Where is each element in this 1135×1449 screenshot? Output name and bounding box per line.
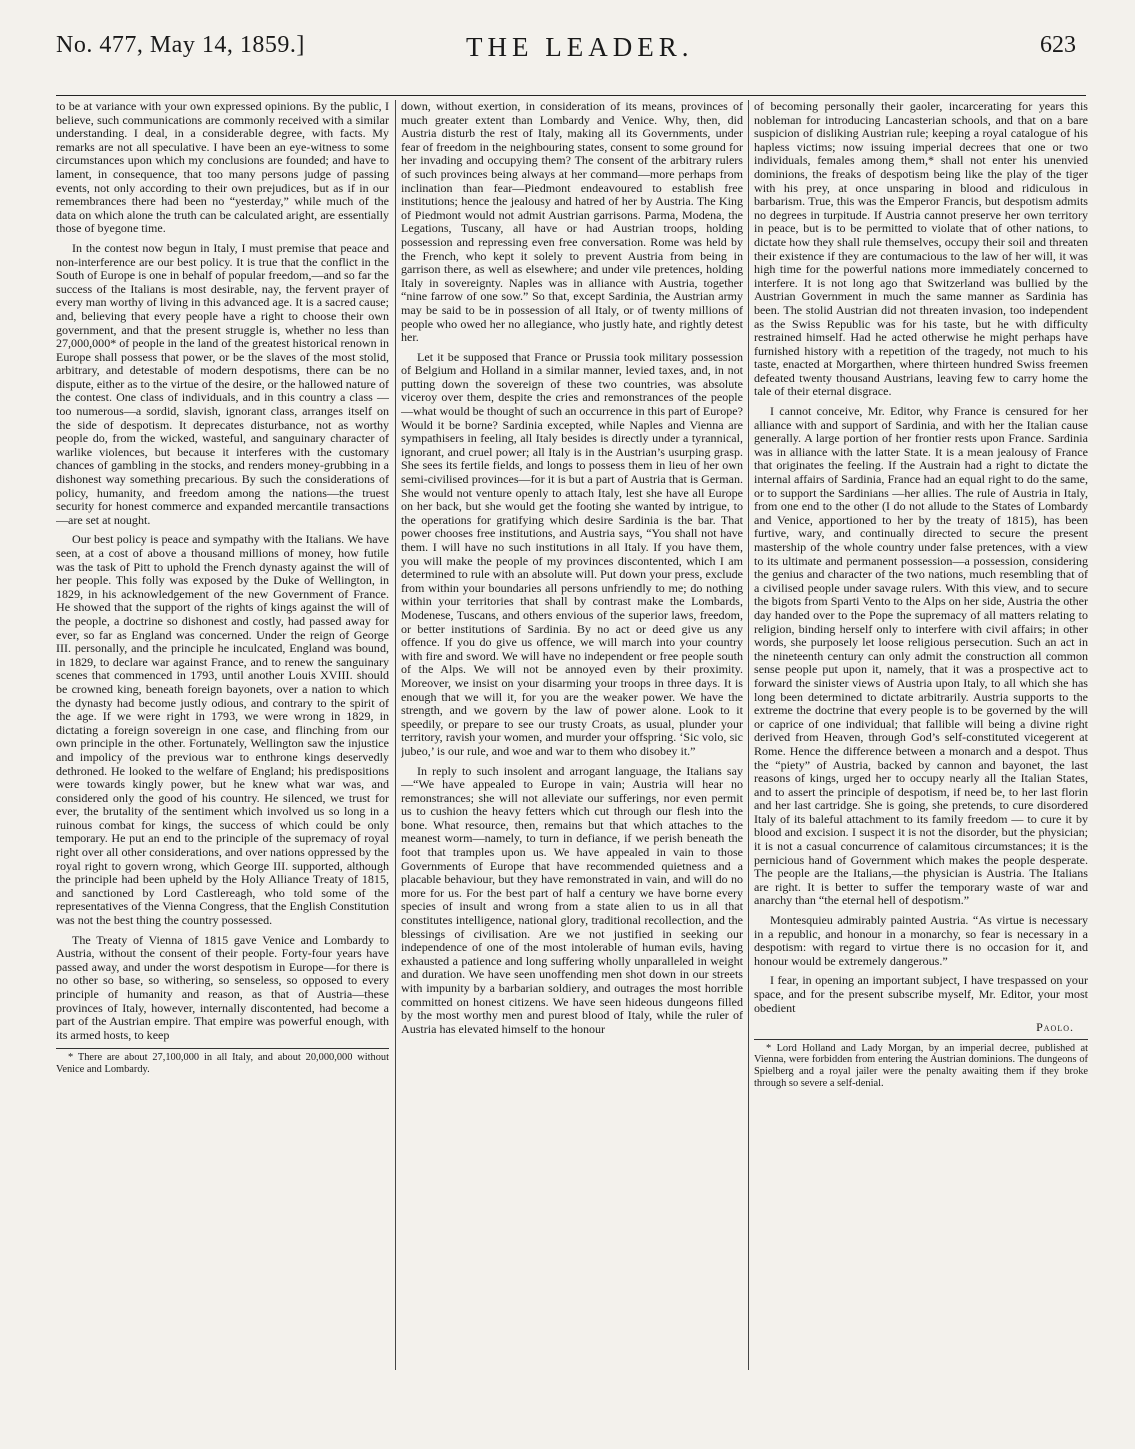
paragraph: I fear, in opening an important subject, I have trespassed on your space, and for the present subscribe myself, Mr. Editor, your most obedient: [754, 973, 1088, 1015]
paragraph: to be at variance with your own expressed opinions. By the public, I believe, such communications are commonly received with a similar understanding. I deal, in a considerable degree, with facts. My remarks are not all speculative. I have been an eye-witness to some circumstances upon which my conclusions are founded; and have to lament, in consequence, that too many persons judge of passing events, not only according to their own prejudices, but as if in our remembrances there had been no “yesterday,” while much of the data on which alone the truth can be calculated aright, are essentially those of byegone time.: [56, 100, 389, 236]
paragraph: Montesquieu admirably painted Austria. “As virtue is necessary in a republic, and honour in a monarchy, so fear is necessary in a despotism: with regard to virtue there is no occasion for it, and honour would be extremely dangerous.”: [754, 913, 1088, 968]
issue-line: No. 477, May 14, 1859.]: [56, 32, 305, 58]
header-rule: [56, 95, 1086, 96]
paragraph: In the contest now begun in Italy, I must premise that peace and non-interference are our best policy. It is true that the conflict in the South of Europe is one in behalf of popular freedom,—and so far the success of the Italians is most desirable, nay, the fervent prayer of every man worthy of living in this advanced age. It is a sacred cause; and, believing that every people have a right to choose their own government, and that the present struggle is, whether no less than 27,000,000* of people in the land of the greatest historical renown in Europe shall possess that power, or be the slaves of the most stolid, arbitrary, and detestable of modern despotisms, there can be no dispute, either as to the virtue of the desire, or the hallowed nature of the contest. One class of individuals, and in this country a class —too numerous—a sordid, slavish, ignorant class, arranges itself on the side of despotism. It deprecates disturbance, not as worthy people do, from the wicked, wasteful, and sanguinary character of warlike violences, but because it interferes with the customary chances of gambling in the stocks, and renders money-grubbing in a dishonest way something precarious. By such the considerations of policy, humanity, and freedom among the nations—the truest security for honest commerce and expanded mercantile transactions—are set at nought.: [56, 240, 389, 527]
footnote-rule: [56, 1048, 389, 1049]
paragraph: Our best policy is peace and sympathy with the Italians. We have seen, at a cost of above a thousand millions of money, how futile was the task of Pitt to uphold the French dynasty against the will of her people. This folly was exposed by the Duke of Wellington, in 1829, in his acknowledgement of the new Government of France. He showed that the support of the rights of kings against the will of the people, a doctrine so dishonest and costly, had passed away for ever, so far as England was concerned. Under the reign of George III. personally, and the principle he inculcated, England was bound, in 1829, to declare war against France, and to renew the sanguinary scenes that commenced in 1793, until another Louis XVIII. should be crowned king, beneath foreign bayonets, over a nation to which the dynasty had become justly odious, and contrary to the spirit of the age. If we were right in 1793, we were wrong in 1829, in dictating a foreign sovereign in one case, and flinching from our own principle in the other. Fortunately, Wellington saw the injustice and impolicy of the previous war to enthrone kings deservedly dethroned. He looked to the welfare of England; his predispositions were towards kingly power, but he knew what war was, and considered only the good of his country. He silenced, we trust for ever, the brutality of the sentiment which involved us so long in a ruinous combat for kings, the success of which could be only temporary. He put an end to the principle of the supremacy of royal right over all other considerations, and over nations oppressed by the royal right to govern wrong, which George III. supported, although the principle had been upheld by the Holy Alliance Treaty of 1815, and sanctioned by Lord Castlereagh, who told some of the representatives of the Vienna Congress, that the English Constitution was not the best thing the country possessed.: [56, 532, 389, 928]
masthead-title: THE LEADER.: [466, 32, 694, 62]
column-1: [56, 100, 389, 1410]
column-divider: [395, 100, 396, 1370]
footnote-rule: [754, 1039, 1088, 1040]
column-3: [754, 100, 1088, 1410]
column-divider: [748, 100, 749, 1370]
paragraph: The Treaty of Vienna of 1815 gave Venice and Lombardy to Austria, without the consent of their people. Forty-four years have passed away, and under the worst despotism in Europe—for there is no other so base, so withering, so senseless, so opposed to every principle of humanity and reason, as that of Austria—these provinces of Italy, however, internally discontented, had become a part of the Austrian empire. That empire was powerful enough, with its armed hosts, to keep: [56, 932, 389, 1042]
paragraph: of becoming personally their gaoler, incarcerating for years this nobleman for introducing Lancasterian schools, and that on a bare suspicion of disliking Austrian rule; keeping a royal catalogue of his hapless victims; now issuing imperial decrees that one or two individuals, females among them,* shall not enter his unenvied dominions, the freaks of despotism being like the play of the tiger with his prey, at once unsparing in blood and ridiculous in barbarism. True, this was the Emperor Francis, but despotism admits no degrees in turpitude. If Austria cannot preserve her own territory in peace, but is to be permitted to violate that of other nations, to dictate how they shall rule themselves, occupy their soil and threaten their existence if they are contumacious to the law of her will, it was high time for the powerful nations more immediately concerned to interfere. It is not long ago that Switzerland was bullied by the Austrian Government in much the same manner as Sardinia has been. The stolid Austrian did not threaten invasion, too independent as the Swiss Republic was for his taste, but he with difficulty restrained himself. Had he acted otherwise he might perhaps have furnished history with a repetition of the tragedy, not much to his taste, enacted at Morgarthen, where thirteen hundred Swiss freemen defeated twenty thousand Austrians, leaving few to carry home the tale of their eternal disgrace.: [754, 100, 1088, 399]
signature: Paolo.: [1036, 1020, 1074, 1035]
paragraph: I cannot conceive, Mr. Editor, why France is censured for her alliance with and support of Sardinia, and with her the Italian cause generally. A large portion of her frontier rests upon France. Sardinia was in alliance with the latter State. It is a mean jealousy of France that originates the feeling. If the Austrain had a right to dictate the internal affairs of Sardinia, France had an equal right to do the same, or to support the Sardinians —her allies. The rule of Austria in Italy, from one end to the other (I do not allude to the States of Lombardy and Venice, apportioned to her by the treaty of 1815), has been furtive, wary, and continually directed to secure the present mastership of the whole country under false pretences, with a view to its ultimate and permanent possession—a possession, considering the genius and character of the two nations, much resembling that of a civilised people under savage rulers. With this view, and to secure the bigots from Sparti Vento to the Alps on her side, Austria the other day handed over to the Pope the supremacy of all matters relating to religion, binding herself only to interfere with civil affairs; in other words, she purposely let loose religious persecution. Such an act in the nineteenth century can only admit the construction all common sense people put upon it, namely, that it was a prospective act to forward the sinister views of Austria upon Italy, to all which she has long been determined to dictate arbitrarily. Austria supports to the extreme the doctrine that every people is to be governed by the will or caprice of one individual; that fallible will being a divine right derived from Heaven, through God’s self-constituted vicegerent at Rome. Hence the difference between a monarch and a despot. Thus the “piety” of Austria, backed by cannon and bayonet, the last reasons of kings, urged her to occupy nearly all the Italian States, and to assert the principle of despotism, if need be, to her last florin and her last cartridge. She is going, she pretends, to cure disordered Italy of its baleful attachment to its family freedom — to cure it by blood and excision. I suspect it is not the disorder, but the physician; it is not a casual concurrence of calamitous circumstances; it is the pernicious hand of Government which makes the people desperate. The people are the Italians,—the physician is Austria. The Italians are right. It is better to suffer the temporary waste of war and anarchy than “the eternal hell of despotism.”: [754, 404, 1088, 908]
paragraph: down, without exertion, in consideration of its means, provinces of much greater extent than Lombardy and Venice. Why, then, did Austria disturb the rest of Italy, making all its Governments, under fear of freedom in the neighbouring states, consent to some ground for her invading and occupying them? The consent of the arbitrary rulers of such provinces being always at her command—more perhaps from inclination than fear—Piedmont endeavoured to establish free institutions; hence the jealousy and hatred of her by Austria. The King of Piedmont would not admit Austrian garrisons. Parma, Modena, the Legations, Tuscany, all have or had Austrian troops, holding possession and repressing even free conversation. Rome was held by the French, who kept it solely to prevent Austria from being in garrison there, as well as elsewhere; and under vile pretences, holding Italy in sovereignty. Naples was in alliance with Austria, together “nine farrow of one sow.” So that, except Sardinia, the Austrian army may be said to be in possession of all Italy, or of twenty millions of people who owed her no allegiance, who justly hate, and rightly detest her.: [401, 100, 743, 345]
footnote: * Lord Holland and Lady Morgan, by an imperial decree, published at Vienna, were forbidden from entering the Austrian dominions. The dungeons of Spielberg and a royal jailer were the penalty awaiting them if they broke through so severe a self-denial.: [754, 1042, 1088, 1089]
footnote: * There are about 27,100,000 in all Italy, and about 20,000,000 without Venice and Lombardy.: [56, 1052, 389, 1075]
column-2: [401, 100, 743, 1410]
page-number: 623: [1040, 32, 1076, 58]
paragraph: In reply to such insolent and arrogant language, the Italians say—“We have appealed to Europe in vain; Austria will hear no remonstrances; she will not alleviate our sufferings, nor even permit us to cushion the heavy fetters which cut through our flesh into the bone. What resource, then, remains but that which attaches to the meanest worm—namely, to turn in defiance, if we perish beneath the foot that tramples upon us. We have appealed in vain to those Governments of Europe that have recommended quietness and a placable behaviour, but they have remonstrated in vain, and will do no more for us. For the best part of half a century we have borne every species of insult and wrong from a state alien to us in all that constitutes intelligence, national glory, traditional recollection, and the blessings of civilisation. Are we not justified in seeking our independence of one of the most intolerable of human evils, having exhausted a patience and long suffering wholly unparalleled in weight and duration. We have seen unoffending men shot down in our streets with impunity by a barbarian soldiery, and outrages the most horrible committed on honest citizens. We have seen hideous dungeons filled by the most worthy men and purest blood of Italy, while the ruler of Austria has elevated himself to the honour: [401, 763, 743, 1036]
paragraph: Let it be supposed that France or Prussia took military possession of Belgium and Holland in a similar manner, levied taxes, and, in not putting down the sovereign of these two countries, was absolute viceroy over them, despite the cries and remonstrances of the people—what would be thought of such an occurrence in this part of Europe? Would it be borne? Sardinia excepted, while Naples and Vienna are sympathisers in feeling, all Italy besides is directly under a tyrannical, ignorant, and cruel power; all Italy is in the Austrian’s usurping grasp. She sees its fertile fields, and longs to possess them in lieu of her own semi-civilised provinces—for it is but a part of Austria that is German. She would not venture openly to attach Italy, lest she have all Europe on her back, but she would get the footing she wanted by intrigue, to the operations for gratifying which desire Sardinia is the bar. That power chooses free institutions, and Austria says, “You shall not have them. I will have no such institutions in all Italy. If you have them, you will make the people of my provinces discontented, which I am determined to rule with an absolute will. Put down your press, exclude from within your boundaries all persons unfriendly to me; do nothing within your territories that shall by contrast make the Lombards, Modenese, Tuscans, and others envious of the superior laws, freedom, or better institutions of Sardinia. By no act or deed give us any offence. If you do give us offence, we will march into your country with fire and sword. We will have no independent or free people south of the Alps. We will not be annoyed even by their proximity. Moreover, we insist on your disarming your troops in three days. It is enough that we will it, for you are the weaker power. We have the strength, and we govern by the law of power alone. Look to it speedily, or prepare to see our trusty Croats, as usual, plunder your territory, ravish your women, and murder your offspring. ‘Sic volo, sic jubeo,’ is our rule, and woe and war to them who disobey it.”: [401, 349, 743, 758]
page-header: [56, 32, 1096, 92]
